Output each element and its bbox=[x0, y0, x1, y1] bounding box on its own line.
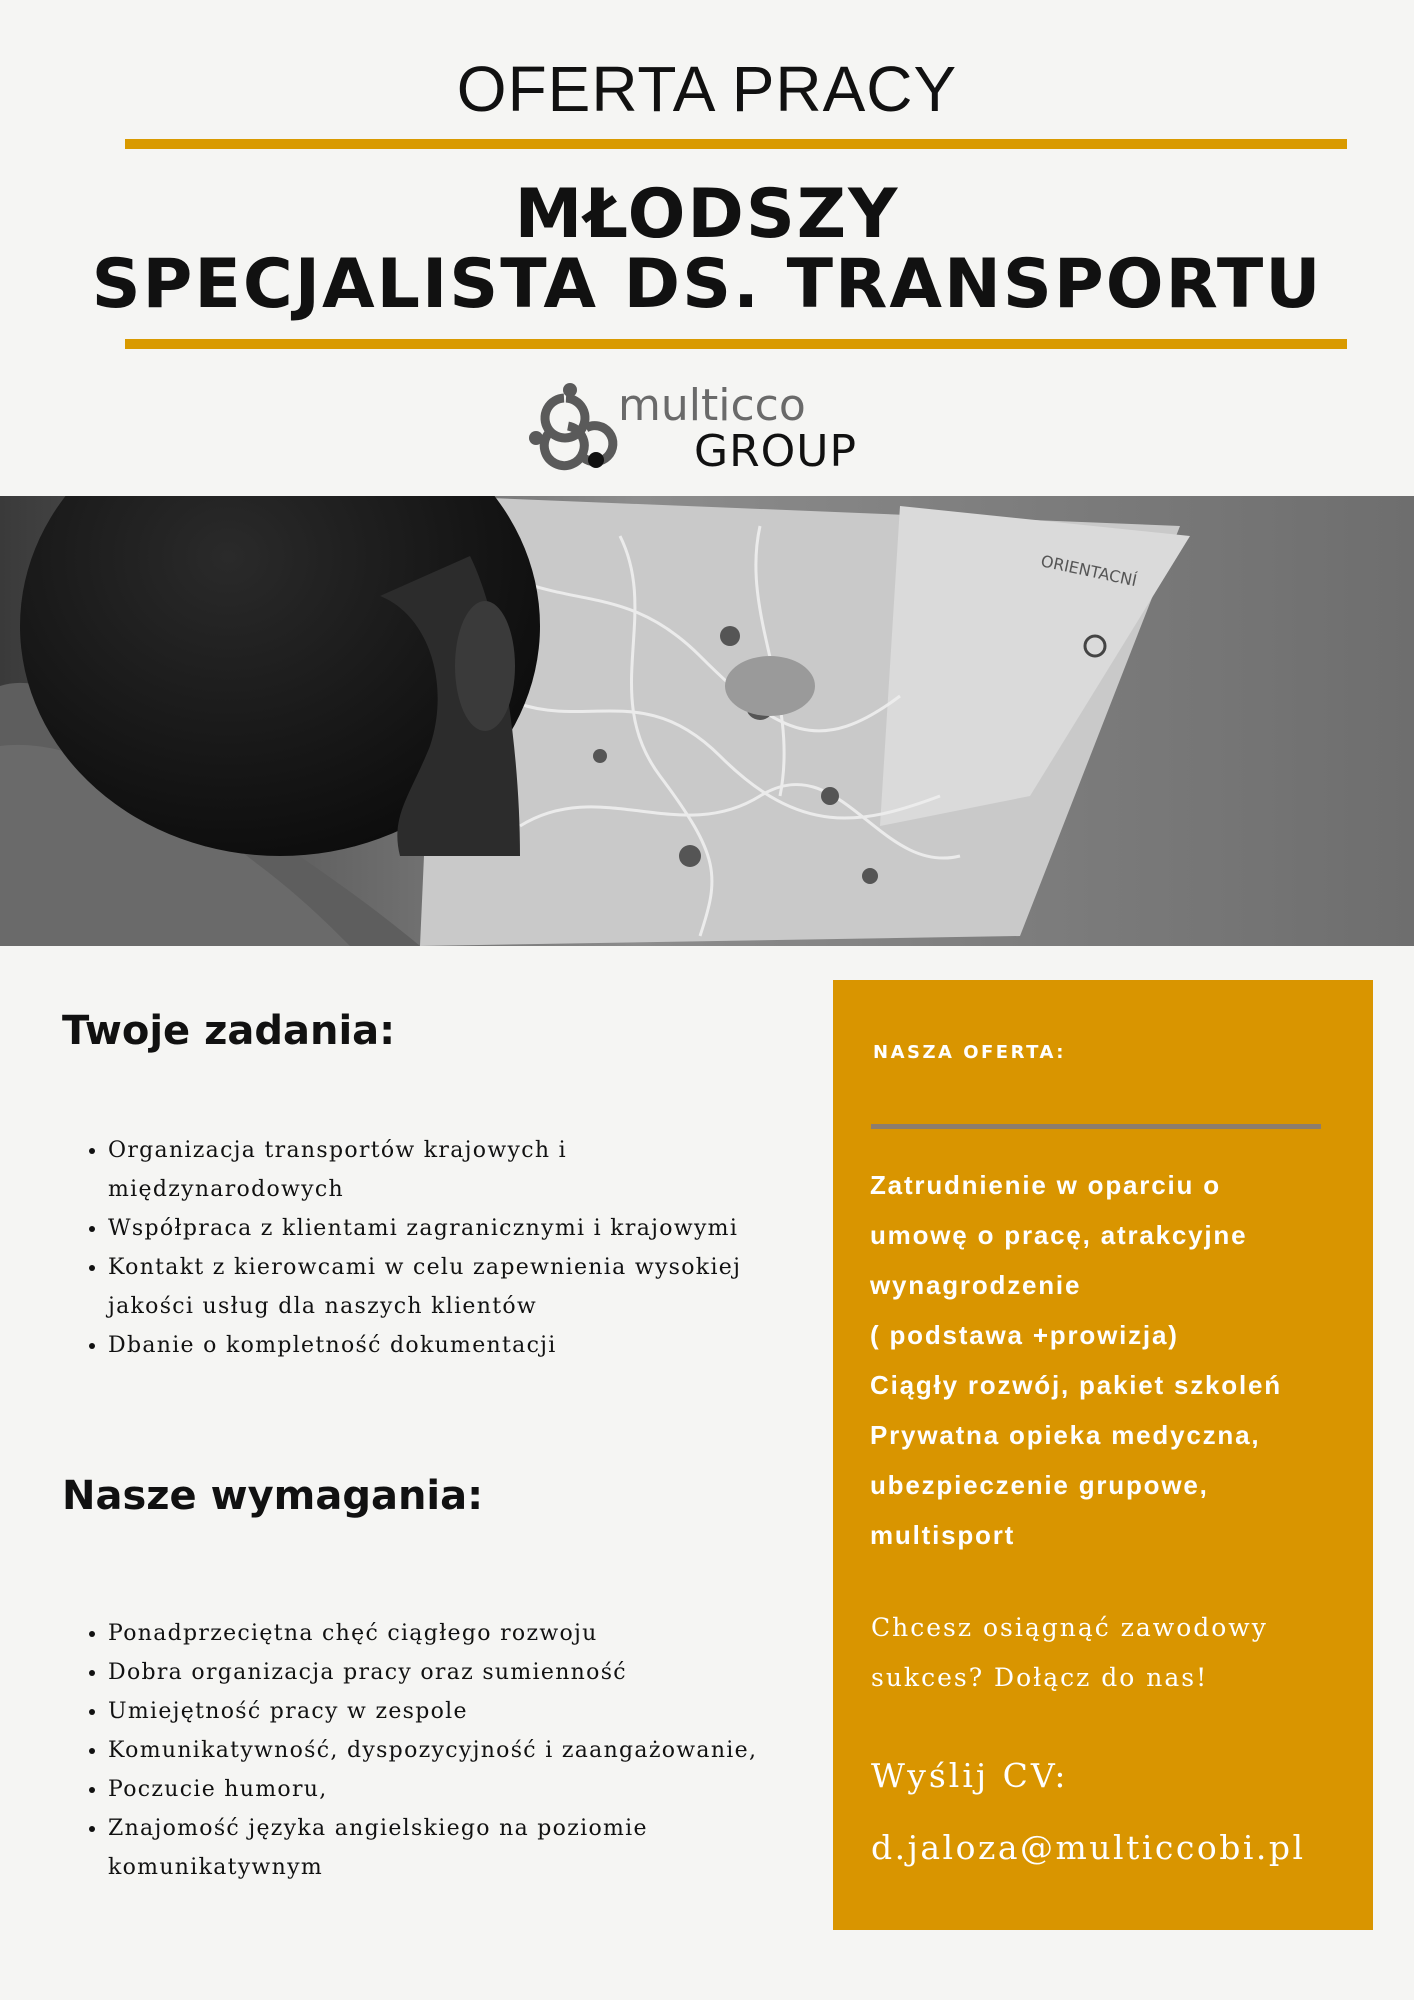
send-cv-label: Wyślij CV: bbox=[871, 1756, 1069, 1795]
offer-panel bbox=[833, 980, 1373, 1930]
list-item: • Znajomość języka angielskiego na poziomie komunikatywnym bbox=[108, 1809, 788, 1887]
job-title-line1: MŁODSZY bbox=[514, 175, 900, 254]
offer-benefits bbox=[870, 1160, 1350, 1560]
divider-top bbox=[125, 139, 1347, 149]
offer-line: wynagrodzenie bbox=[870, 1270, 1082, 1300]
offer-line: ubezpieczenie grupowe, bbox=[870, 1470, 1209, 1500]
cta-line1: Chcesz osiągnąć zawodowy bbox=[871, 1613, 1268, 1642]
requirements-heading: Nasze wymagania: bbox=[62, 1473, 484, 1519]
offer-line: Zatrudnienie w oparciu o bbox=[870, 1170, 1221, 1200]
offer-call-to-action bbox=[871, 1603, 1351, 1703]
list-item: • Dbanie o kompletność dokumentacji bbox=[108, 1326, 788, 1365]
offer-label: NASZA OFERTA: bbox=[873, 1042, 1066, 1063]
requirements-list bbox=[62, 1614, 788, 1887]
svg-text:ORIENTACNÍ: ORIENTACNÍ bbox=[1039, 551, 1139, 591]
list-item: • Umiejętność pracy w zespole bbox=[108, 1692, 788, 1731]
child-with-map-image bbox=[0, 496, 1414, 946]
list-item: • Organizacja transportów krajowych i międzynarodowych bbox=[108, 1131, 788, 1209]
company-logo bbox=[526, 376, 896, 472]
offer-divider bbox=[871, 1124, 1321, 1129]
tasks-list bbox=[62, 1131, 788, 1365]
header-photo bbox=[0, 496, 1414, 946]
logo-emblem-icon bbox=[526, 376, 896, 472]
offer-line: Ciągły rozwój, pakiet szkoleń bbox=[870, 1370, 1282, 1400]
logo-word-multicco: multicco bbox=[618, 380, 806, 431]
list-item: • Poczucie humoru, bbox=[108, 1770, 788, 1809]
logo-word-group: GROUP bbox=[694, 426, 858, 472]
job-title-line2: SPECJALISTA DS. TRANSPORTU bbox=[91, 245, 1323, 324]
list-item: • Ponadprzeciętna chęć ciągłego rozwoju bbox=[108, 1614, 788, 1653]
tasks-heading: Twoje zadania: bbox=[62, 1008, 396, 1054]
list-item: • Komunikatywność, dyspozycyjność i zaangażowanie, bbox=[108, 1731, 788, 1770]
list-item: • Dobra organizacja pracy oraz sumienność bbox=[108, 1653, 788, 1692]
job-title bbox=[0, 175, 1414, 324]
offer-line: Prywatna opieka medyczna, bbox=[870, 1420, 1261, 1450]
list-item: • Kontakt z kierowcami w celu zapewnienia wysokiej jakości usług dla naszych klientów bbox=[108, 1248, 788, 1326]
cta-line2: sukces? Dołącz do nas! bbox=[871, 1663, 1209, 1692]
offer-line: ( podstawa +prowizja) bbox=[870, 1320, 1179, 1350]
contact-email[interactable]: d.jaloza@multiccobi.pl bbox=[871, 1828, 1306, 1867]
offer-line: multisport bbox=[870, 1520, 1016, 1550]
page-kicker: OFERTA PRACY bbox=[456, 53, 958, 125]
divider-bottom bbox=[125, 339, 1347, 349]
list-item: • Współpraca z klientami zagranicznymi i krajowymi bbox=[108, 1209, 788, 1248]
offer-line: umowę o pracę, atrakcyjne bbox=[870, 1220, 1248, 1250]
